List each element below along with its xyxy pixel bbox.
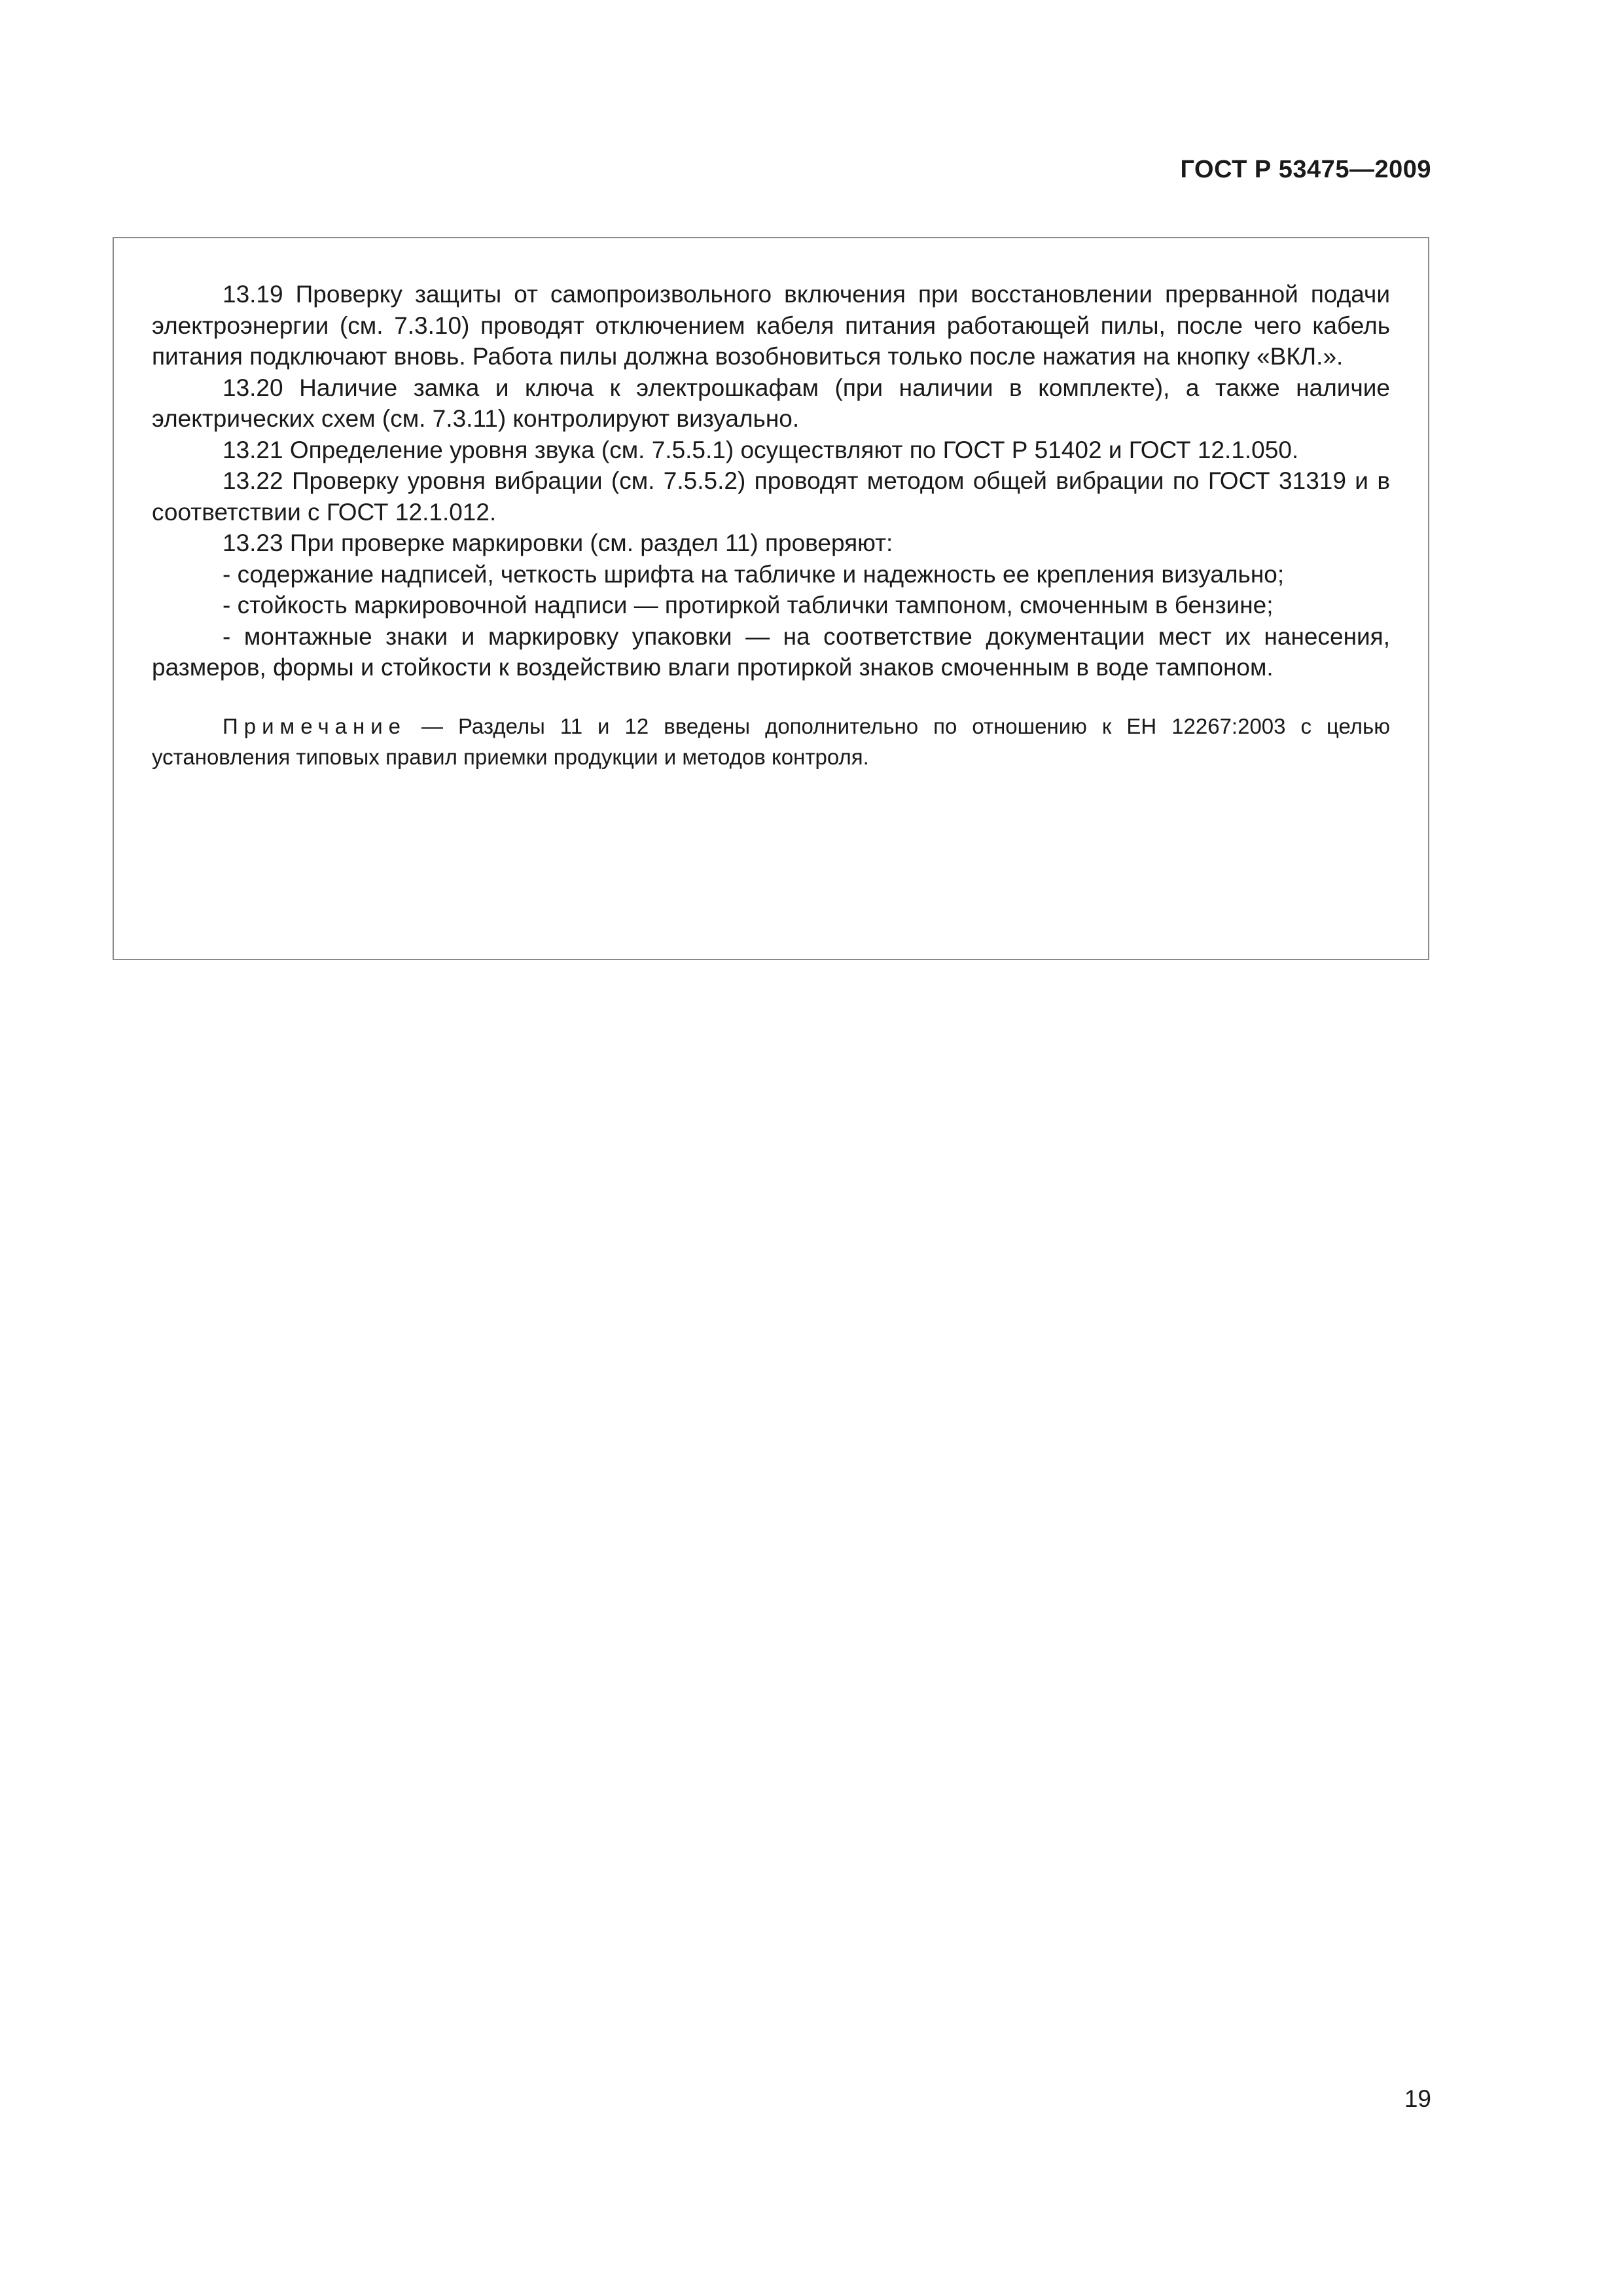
paragraph-13-22: 13.22 Проверку уровня вибрации (см. 7.5.5.2) проводят методом общей вибрации по ГОСТ 31319 и в соответствии с ГОСТ 12.1.012. <box>152 467 1390 526</box>
note-text: — Разделы 11 и 12 введены дополнительно по отношению к ЕН 12267:2003 с целью установления типовых правил приемки продукции и методов контроля. <box>152 713 1390 769</box>
document-code-header: ГОСТ Р 53475—2009 <box>1180 156 1431 183</box>
list-item-packaging-marks: - монтажные знаки и маркировку упаковки — на соответствие документации мест их нанесения, размеров, формы и стойкости к воздействию влаги протиркой знаков смоченным в воде тампоном. <box>152 622 1390 681</box>
paragraph-13-21: 13.21 Определение уровня звука (см. 7.5.5.1) осуществляют по ГОСТ Р 51402 и ГОСТ 12.1.050. <box>223 436 1299 463</box>
note <box>152 711 1390 772</box>
note-label: Примечание <box>223 713 407 738</box>
paragraph-13-20: 13.20 Наличие замка и ключа к электрошкафам (при наличии в комплекте), а также наличие электрических схем (см. 7.3.11) контролируют визуально. <box>152 374 1390 432</box>
list-item-marking-durability: - стойкость маркировочной надписи — протиркой таблички тампоном, смоченным в бензине; <box>223 592 1274 619</box>
page-number: 19 <box>1404 2085 1431 2112</box>
list-item-inscriptions: - содержание надписей, четкость шрифта на табличке и надежность ее крепления визуально; <box>223 560 1285 588</box>
paragraph-13-19: 13.19 Проверку защиты от самопроизвольного включения при восстановлении прерванной подачи электроэнергии (см. 7.3.10) проводят отключением кабеля питания работающей пилы, после чего кабель питания подключают вновь. Работа пилы должна возобновиться только после нажатия на кнопку «ВКЛ.». <box>152 281 1390 370</box>
framed-text-block <box>113 237 1429 960</box>
paragraph-13-23: 13.23 При проверке маркировки (см. раздел 11) проверяют: <box>223 529 893 556</box>
